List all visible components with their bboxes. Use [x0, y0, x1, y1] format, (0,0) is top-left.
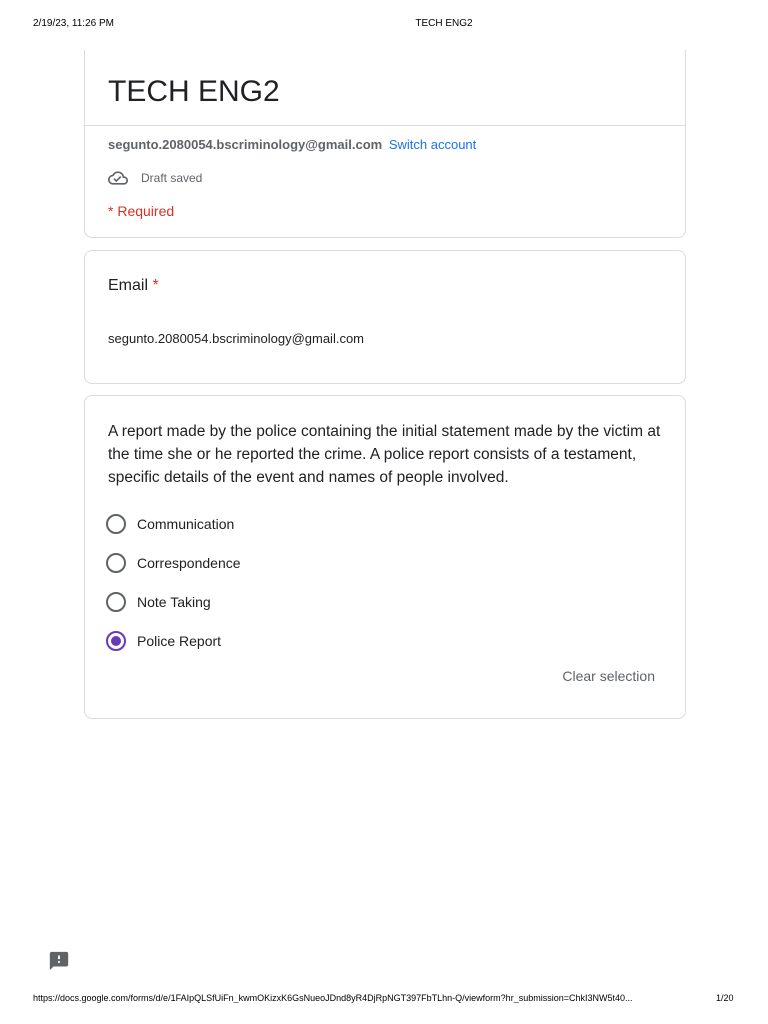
option-communication[interactable] — [106, 512, 234, 536]
option-correspondence[interactable] — [106, 551, 241, 575]
account-email: segunto.2080054.bscriminology@gmail.com — [108, 137, 383, 152]
question-card — [84, 395, 686, 719]
radio-button[interactable] — [106, 553, 126, 573]
email-value: segunto.2080054.bscriminology@gmail.com — [108, 331, 365, 346]
print-footer — [0, 993, 768, 1007]
draft-status-label: Draft saved — [141, 171, 203, 185]
required-note: * Required — [108, 203, 175, 219]
form-header-card — [84, 50, 686, 238]
print-header — [0, 18, 768, 32]
radio-button-selected[interactable] — [106, 631, 126, 651]
draft-status — [108, 170, 202, 186]
page-number: 1/20 — [716, 993, 734, 1003]
email-label-text: Email — [108, 277, 149, 294]
switch-account-link[interactable]: Switch account — [388, 137, 477, 152]
form-title: TECH ENG2 — [108, 75, 280, 108]
option-label: Communication — [137, 516, 235, 532]
print-title: TECH ENG2 — [415, 18, 473, 29]
header-divider — [85, 125, 685, 126]
account-line — [108, 137, 476, 152]
required-asterisk: * — [152, 277, 159, 294]
cloud-check-icon — [108, 170, 128, 186]
option-police-report[interactable] — [106, 629, 221, 653]
option-label: Note Taking — [137, 594, 211, 610]
print-datetime: 2/19/23, 11:26 PM — [33, 18, 114, 29]
feedback-icon[interactable] — [48, 950, 70, 977]
clear-selection-button[interactable]: Clear selection — [562, 668, 655, 684]
option-note-taking[interactable] — [106, 590, 211, 614]
print-url: https://docs.google.com/forms/d/e/1FAIpQLSfUiFn_kwmOKizxK6GsNueoJDnd8yR4DjRpNGT397FbTLhn-Q/viewform?hr_submission=ChkI3NW5t40... — [33, 993, 633, 1003]
question-text: A report made by the police containing the initial statement made by the victim at the time she or he reported the crime. A police report consists of a testament, specific details of the event and names of people involved. — [108, 423, 661, 486]
radio-button[interactable] — [106, 592, 126, 612]
radio-button[interactable] — [106, 514, 126, 534]
email-question-label — [108, 277, 159, 295]
option-label: Police Report — [137, 633, 222, 649]
option-label: Correspondence — [137, 555, 241, 571]
email-question-card — [84, 250, 686, 384]
